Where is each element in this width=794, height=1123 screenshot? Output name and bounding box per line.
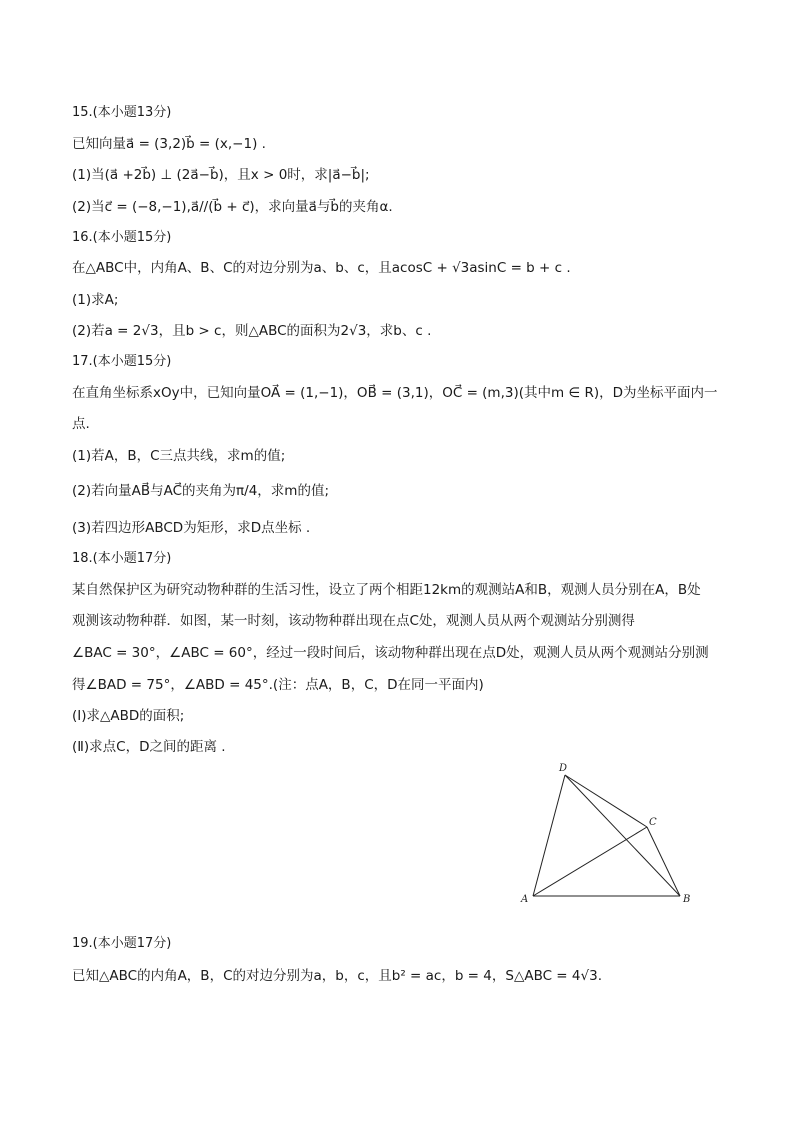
label-D: D [559, 763, 568, 774]
label-B: B [683, 894, 691, 905]
label-C: C [649, 817, 657, 828]
label-A: A [521, 894, 529, 905]
problem-18-question-1: (Ⅰ)求△ABD的面积; [72, 708, 185, 724]
problem-15-question-1: (1)当(a⃗ +2b⃗) ⊥ (2a⃗−b⃗)，且x > 0时，求|a⃗−b⃗|; [72, 167, 370, 183]
problem-17-question-1: (1)若A，B，C三点共线，求m的值; [72, 448, 286, 464]
problem-16-stem: 在△ABC中，内角A、B、C的对边分别为a、b、c，且acosC + √3asinC = b + c . [72, 260, 571, 276]
quadrilateral-figure [515, 758, 700, 908]
segment-DB [565, 775, 680, 896]
problem-17-stem-line-2: 点. [72, 416, 90, 432]
problem-17-question-3: (3)若四边形ABCD为矩形，求D点坐标 . [72, 520, 311, 536]
segment-CB [647, 827, 680, 896]
problem-17-title: 17.(本小题15分) [72, 354, 172, 369]
problem-16-question-2: (2)若a = 2√3，且b > c，则△ABC的面积为2√3，求b、c . [72, 323, 432, 339]
problem-18-stem-line-2: 观测该动物种群．如图，某一时刻，该动物种群出现在点C处，观测人员从两个观测站分别测得 [72, 613, 635, 629]
segment-AD [533, 775, 565, 896]
problem-18-stem-line-4: 得∠BAD = 75°，∠ABD = 45°.(注：点A，B，C，D在同一平面内) [72, 677, 484, 693]
problem-18-stem-line-3: ∠BAC = 30°，∠ABC = 60°，经过一段时间后，该动物种群出现在点D处，观测人员从两个观测站分别测 [72, 645, 709, 661]
problem-18-question-2: (Ⅱ)求点C，D之间的距离 . [72, 739, 226, 755]
problem-19-stem: 已知△ABC的内角A，B，C的对边分别为a，b，c，且b² = ac，b = 4，S△ABC = 4√3. [72, 968, 602, 984]
problem-17-stem-line-1: 在直角坐标系xOy中，已知向量OA⃗ = (1,−1)，OB⃗ = (3,1)，OC⃗ = (m,3)(其中m ∈ R)，D为坐标平面内一 [72, 385, 718, 401]
segment-AC [533, 827, 647, 896]
problem-17-question-2: (2)若向量AB⃗与AC⃗的夹角为π/4，求m的值; [72, 483, 330, 499]
problem-19-title: 19.(本小题17分) [72, 936, 172, 951]
problem-18-stem-line-1: 某自然保护区为研究动物种群的生活习性，设立了两个相距12km的观测站A和B，观测人员分别在A，B处 [72, 582, 701, 598]
segment-DC [565, 775, 647, 827]
problem-15-title: 15.(本小题13分) [72, 105, 172, 120]
problem-16-question-1: (1)求A; [72, 292, 119, 308]
problem-16-title: 16.(本小题15分) [72, 230, 172, 245]
problem-15-question-2: (2)当c⃗ = (−8,−1),a⃗//(b⃗ + c⃗)，求向量a⃗与b⃗的夹角α. [72, 199, 393, 215]
problem-15-stem: 已知向量a⃗ = (3,2)b⃗ = (x,−1) . [72, 136, 266, 152]
problem-18-title: 18.(本小题17分) [72, 551, 172, 566]
